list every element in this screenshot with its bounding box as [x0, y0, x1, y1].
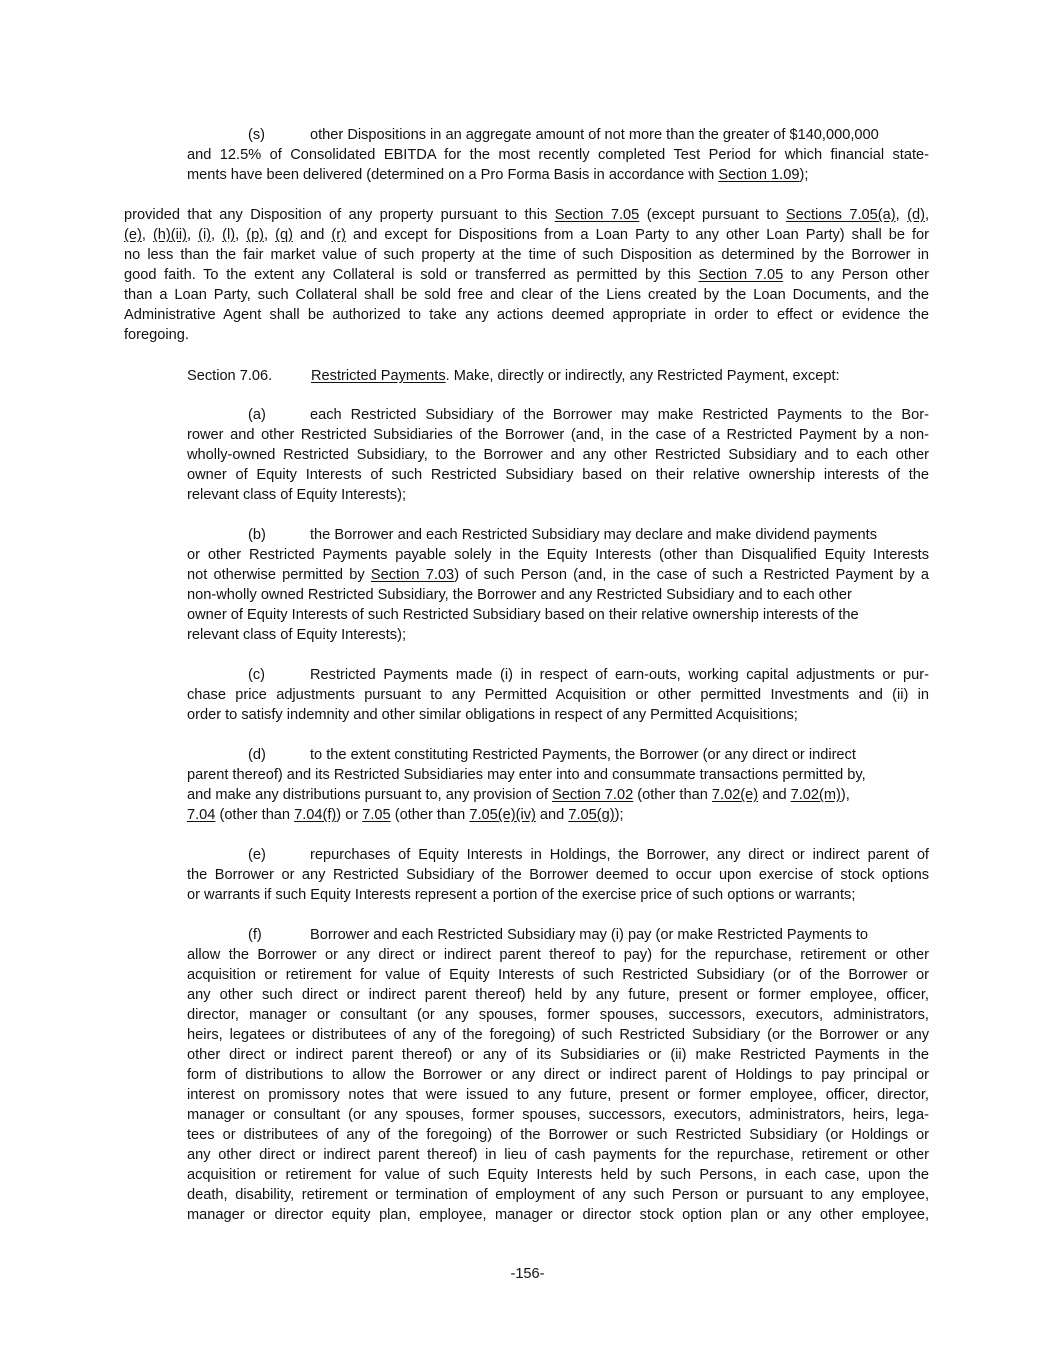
item-d-line-1: (d) to the extent constituting Restricted Payments, the Borrower (or any direct or indirect — [248, 747, 856, 763]
ref-l-link[interactable]: (l) — [222, 227, 236, 243]
ref-r-link[interactable]: (r) — [331, 227, 346, 243]
section-title: Restricted Payments — [311, 368, 446, 384]
item-s-line-3: ments have been delivered (determined on a Pro Forma Basis in accordance with Section 1.09); — [187, 167, 809, 183]
proviso-line-3: no less than the fair market value of such property at the time of such Disposition as determined by the Borrower in — [124, 247, 929, 263]
section-number: Section 7.06. — [187, 368, 273, 384]
section-7-02-link[interactable]: Section 7.02 — [552, 787, 634, 803]
item-e-line-1: (e) repurchases of Equity Interests in Holdings, the Borrower, any direct or indirect parent of — [248, 847, 929, 863]
ref-d-link[interactable]: (d) — [907, 207, 925, 223]
item-f-line-6: heirs, legatees or distributees of any of the foregoing) of such Restricted Subsidiary (or the Borrower or any — [187, 1027, 929, 1043]
item-a-line-5: relevant class of Equity Interests); — [187, 487, 406, 503]
ref-7-02-m-link[interactable]: 7.02(m) — [790, 787, 841, 803]
section-7-03-link[interactable]: Section 7.03 — [370, 567, 455, 583]
proviso-line-7: foregoing. — [124, 327, 189, 343]
ref-7-05-e-iv-link[interactable]: 7.05(e)(iv) — [469, 807, 536, 823]
item-d-line-2: parent thereof) and its Restricted Subsidiaries may enter into and consummate transactions permitted by, — [187, 767, 866, 783]
ref-h-ii-link[interactable]: (h)(ii) — [152, 227, 187, 243]
item-d-line-4: 7.04 (other than 7.04(f)) or 7.05 (other than 7.05(e)(iv) and 7.05(g)); — [187, 807, 624, 823]
item-f-line-9: interest on promissory notes that were issued to any future, present or former employee, officer, director, — [187, 1087, 929, 1103]
proviso-line-1: provided that any Disposition of any property pursuant to this Section 7.05 (except pursuant to Sections 7.05(a), (d), — [124, 207, 929, 223]
ref-7-04-f-link[interactable]: 7.04(f) — [294, 807, 337, 823]
proviso-line-4: good faith. To the extent any Collateral is sold or transferred as permitted by this Section 7.05 to any Person other — [124, 267, 929, 283]
ref-e-link[interactable]: (e) — [124, 227, 142, 243]
item-f-line-4: any other such direct or indirect parent thereof) held by any future, present or former employee, officer, — [187, 987, 929, 1003]
item-f-line-15: manager or director equity plan, employee, manager or director stock option plan or any other employee, — [187, 1207, 929, 1223]
section-1-09-link[interactable]: Section 1.09 — [718, 167, 800, 183]
item-b-line-6: relevant class of Equity Interests); — [187, 627, 406, 643]
section-intro: . Make, directly or indirectly, any Restricted Payment, except: — [445, 368, 840, 384]
ref-7-02-e-link[interactable]: 7.02(e) — [711, 787, 759, 803]
ref-q-link[interactable]: (q) — [275, 227, 293, 243]
ref-7-05-g-link[interactable]: 7.05(g) — [568, 807, 615, 823]
item-c-line-1: (c) Restricted Payments made (i) in respect of earn-outs, working capital adjustments or pur- — [248, 667, 929, 683]
item-f-line-8: form of distributions to allow the Borrower or any direct or indirect parent of Holdings to pay principal or — [187, 1067, 929, 1083]
item-e-label: (e) — [248, 847, 266, 863]
item-a-line-3: wholly-owned Restricted Subsidiary, to the Borrower and any other Restricted Subsidiary and to each other — [187, 447, 929, 463]
item-f-line-7: other direct or indirect parent thereof) or any of its Subsidiaries or (ii) make Restricted Payments in the — [187, 1047, 929, 1063]
proviso-line-5: than a Loan Party, such Collateral shall be sold free and clear of the Liens created by the Loan Documents, and the — [124, 287, 929, 303]
item-f-line-13: acquisition or retirement for value of such Equity Interests held by such Persons, in each case, upon the — [187, 1167, 929, 1183]
page-number: -156- — [510, 1266, 545, 1282]
item-b-line-1: (b) the Borrower and each Restricted Subsidiary may declare and make dividend payments — [248, 527, 878, 543]
item-f-line-14: death, disability, retirement or termination of employment of any such Person or pursuant to any employee, — [187, 1187, 929, 1203]
item-b-label: (b) — [248, 527, 266, 543]
ref-p-link[interactable]: (p) — [246, 227, 265, 243]
item-a-line-2: rower and other Restricted Subsidiaries of the Borrower (and, in the case of a Restricted Payment by a non- — [187, 427, 929, 443]
item-f-line-10: manager or consultant (or any spouses, former spouses, successors, executors, administrators, heirs, lega- — [187, 1107, 929, 1123]
ref-7-04-link[interactable]: 7.04 — [187, 807, 216, 823]
item-s-line-1: (s) other Dispositions in an aggregate amount of not more than the greater of $140,000,000 — [248, 127, 879, 143]
item-c-line-2: chase price adjustments pursuant to any Permitted Acquisition or other permitted Investments and (ii) in — [187, 687, 929, 703]
item-s-line-2: and 12.5% of Consolidated EBITDA for the most recently completed Test Period for which financial state- — [187, 147, 929, 163]
item-f-label: (f) — [248, 927, 262, 943]
proviso-line-6: Administrative Agent shall be authorized to take any actions deemed appropriate in order to effect or evidence the — [124, 307, 929, 323]
item-f-line-12: any other direct or indirect parent thereof) in lieu of cash payments for the repurchase, retirement or other — [187, 1147, 929, 1163]
item-f-line-1: (f) Borrower and each Restricted Subsidiary may (i) pay (or make Restricted Payments to — [248, 927, 869, 943]
item-c-line-3: order to satisfy indemnity and other similar obligations in respect of any Permitted Acquisitions; — [187, 707, 798, 723]
section-heading — [187, 366, 840, 386]
ref-7-05-link[interactable]: 7.05 — [362, 807, 391, 823]
item-e-line-2: the Borrower or any Restricted Subsidiary of the Borrower deemed to occur upon exercise of stock options — [187, 867, 929, 883]
item-f-line-2: allow the Borrower or any direct or indirect parent thereof to pay) for the repurchase, retirement or other — [187, 947, 929, 963]
sections-7-05-a-link[interactable]: Sections 7.05(a) — [785, 207, 896, 223]
item-f-line-5: director, manager or consultant (or any spouses, former spouses, successors, executors, administrators, — [187, 1007, 929, 1023]
item-d-label: (d) — [248, 747, 266, 763]
section-7-05-link-2[interactable]: Section 7.05 — [698, 267, 784, 283]
item-b-line-4: non-wholly owned Restricted Subsidiary, the Borrower and any Restricted Subsidiary and to each other — [187, 587, 852, 603]
item-e-line-3: or warrants if such Equity Interests represent a portion of the exercise price of such options or warrants; — [187, 887, 856, 903]
item-b-line-3: not otherwise permitted by Section 7.03) of such Person (and, in the case of such a Restricted Payment by a — [187, 567, 930, 583]
item-a-line-1: (a) each Restricted Subsidiary of the Borrower may make Restricted Payments to the Bor- — [248, 407, 929, 423]
item-a-line-4: owner of Equity Interests of such Restricted Subsidiary based on their relative ownership interests of the — [187, 467, 929, 483]
section-7-05-link[interactable]: Section 7.05 — [554, 207, 640, 223]
item-f-line-3: acquisition or retirement for value of Equity Interests of such Restricted Subsidiary (or of the Borrower or — [187, 967, 929, 983]
item-b-line-5: owner of Equity Interests of such Restricted Subsidiary based on their relative ownership interests of the — [187, 607, 859, 623]
item-d-line-3: and make any distributions pursuant to, any provision of Section 7.02 (other than 7.02(e) and 7.02(m)), — [187, 787, 850, 803]
item-s-label: (s) — [248, 127, 266, 143]
item-c-label: (c) — [248, 667, 266, 683]
item-f-line-11: tees or distributees of any of the foregoing) of the Borrower or such Restricted Subsidiary (or Holdings or — [187, 1127, 929, 1143]
item-a-label: (a) — [248, 407, 266, 423]
ref-i-link[interactable]: (i) — [198, 227, 212, 243]
proviso-line-2: (e), (h)(ii), (i), (l), (p), (q) and (r) and except for Dispositions from a Loan Party to any other Loan Party) shall be for — [124, 227, 930, 243]
item-b-line-2: or other Restricted Payments payable solely in the Equity Interests (other than Disqualified Equity Interests — [187, 547, 929, 563]
